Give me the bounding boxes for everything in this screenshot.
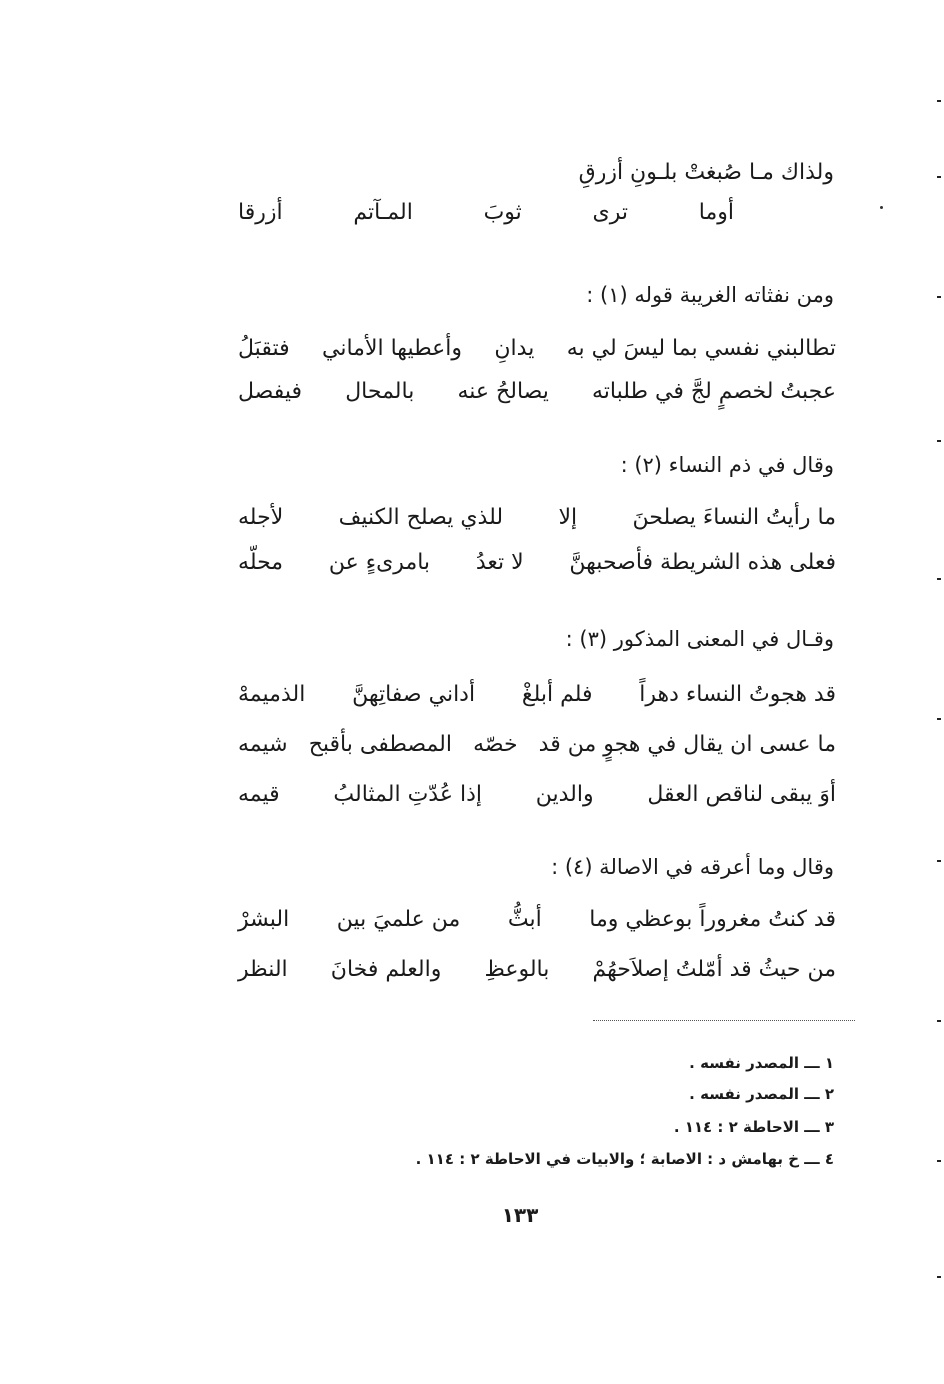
- verse-segment: وأعطيها الأماني: [322, 336, 462, 361]
- poem-word: أزرقا: [238, 200, 283, 225]
- verse-segment: لأجله: [238, 505, 284, 530]
- footnote: ١ ـــ المصدر نفسه .: [689, 1054, 834, 1072]
- verse-segment: يصالحُ عنه: [457, 379, 549, 404]
- scan-mark: [937, 718, 941, 720]
- scan-mark: [937, 100, 941, 102]
- scan-mark: [937, 440, 941, 442]
- verse-segment: والدين: [535, 782, 594, 807]
- scan-mark: [937, 176, 941, 178]
- verse-segment: فعلى هذه الشريطة فأصحبهنَّ: [569, 550, 836, 575]
- verse-segment: من حيثُ قد أمّلتُ إصلاَحهُمْ: [592, 957, 836, 982]
- footnote: ٤ ـــ خ بهامش د : الاصابة ؛ والابيات في الاحاطة ٢ : ١١٤ .: [415, 1150, 834, 1168]
- section-heading: وقال وما أعرقه في الاصالة (٤) :: [551, 855, 834, 879]
- poem-word: ترى: [592, 200, 629, 225]
- scan-mark: [937, 1160, 941, 1162]
- section-heading: ومن نفثاته الغريبة قوله (١) :: [586, 283, 834, 307]
- verse-segment: بالمحال: [345, 379, 415, 404]
- verse-line: [238, 955, 836, 985]
- scan-mark: [937, 860, 941, 862]
- poem-line: [238, 198, 734, 228]
- poem-word: ثوبَ: [483, 200, 522, 225]
- verse-line: [238, 905, 836, 935]
- verse-line: [238, 503, 836, 533]
- verse-segment: بالوعظِ: [484, 957, 550, 982]
- scan-mark: [937, 1276, 941, 1278]
- section-heading: وقـال في المعنى المذكور (٣) :: [565, 627, 834, 651]
- poem-word: أوما: [698, 200, 734, 225]
- verse-segment: تطالبني نفسي بما ليسَ لي به: [566, 336, 836, 361]
- verse-segment: أبثُّ: [507, 907, 542, 932]
- verse-segment: محلّه: [238, 550, 284, 575]
- verse-segment: شيمه: [238, 732, 288, 757]
- verse-line: [238, 780, 836, 810]
- verse-line: [238, 377, 836, 407]
- verse-segment: قد هجوتُ النساء دهراً: [639, 682, 836, 707]
- verse-segment: فتقبَلُ: [238, 336, 290, 361]
- verse-segment: أداني صفاتِهنَّ: [352, 682, 476, 707]
- verse-segment: أوَ يبقى لناقص العقل: [647, 782, 836, 807]
- verse-segment: إلا: [558, 505, 578, 530]
- footnote: ٣ ـــ الاحاطة ٢ : ١١٤ .: [673, 1118, 834, 1136]
- verse-line: [238, 680, 836, 710]
- poem-line: ولذاك مـا صُبغتْ بلـونِ أزرقِ: [578, 160, 834, 185]
- verse-segment: لا تعدُ: [475, 550, 524, 575]
- poem-word: المـآتم: [353, 200, 413, 225]
- scan-mark: [937, 578, 941, 580]
- verse-segment: يدانِ: [494, 336, 535, 361]
- verse-segment: عجبتُ لخصمٍ لجَّ في طلباته: [592, 379, 836, 404]
- verse-segment: ما رأيتُ النساءَ يصلحنَ: [632, 505, 836, 530]
- footnote-divider: [593, 1020, 855, 1021]
- verse-segment: البشرْ: [238, 907, 290, 932]
- verse-segment: للذي يصلح الكنيف: [338, 505, 504, 530]
- footnote: ٢ ـــ المصدر نفسه .: [689, 1085, 834, 1103]
- verse-segment: فلم أبلغْ: [521, 682, 593, 707]
- scan-mark: [937, 296, 941, 298]
- verse-segment: قد كنتُ مغروراً بوعظي وما: [589, 907, 836, 932]
- scan-mark: [937, 1020, 941, 1022]
- verse-segment: المصطفى بأقبح: [308, 732, 452, 757]
- verse-line: [238, 334, 836, 364]
- verse-segment: بامرىءٍ عن: [328, 550, 431, 575]
- verse-segment: خصّه: [473, 732, 518, 757]
- verse-segment: والعلم فخانَ: [330, 957, 442, 982]
- section-heading: وقال في ذم النساء (٢) :: [620, 453, 834, 477]
- verse-line: [238, 730, 836, 760]
- verse-segment: من علميَ بين: [336, 907, 461, 932]
- verse-segment: قيمه: [238, 782, 280, 807]
- verse-segment: النظر: [238, 957, 288, 982]
- page-number: ١٣٣: [501, 1203, 539, 1227]
- verse-segment: الذميمهْ: [238, 682, 306, 707]
- verse-segment: إذا عُدّتِ المثالبُ: [333, 782, 482, 807]
- verse-segment: فيفصل: [238, 379, 303, 404]
- verse-segment: ما عسى ان يقال في هجوٍ من قد: [538, 732, 836, 757]
- scan-speck: [880, 206, 883, 209]
- verse-line: [238, 548, 836, 578]
